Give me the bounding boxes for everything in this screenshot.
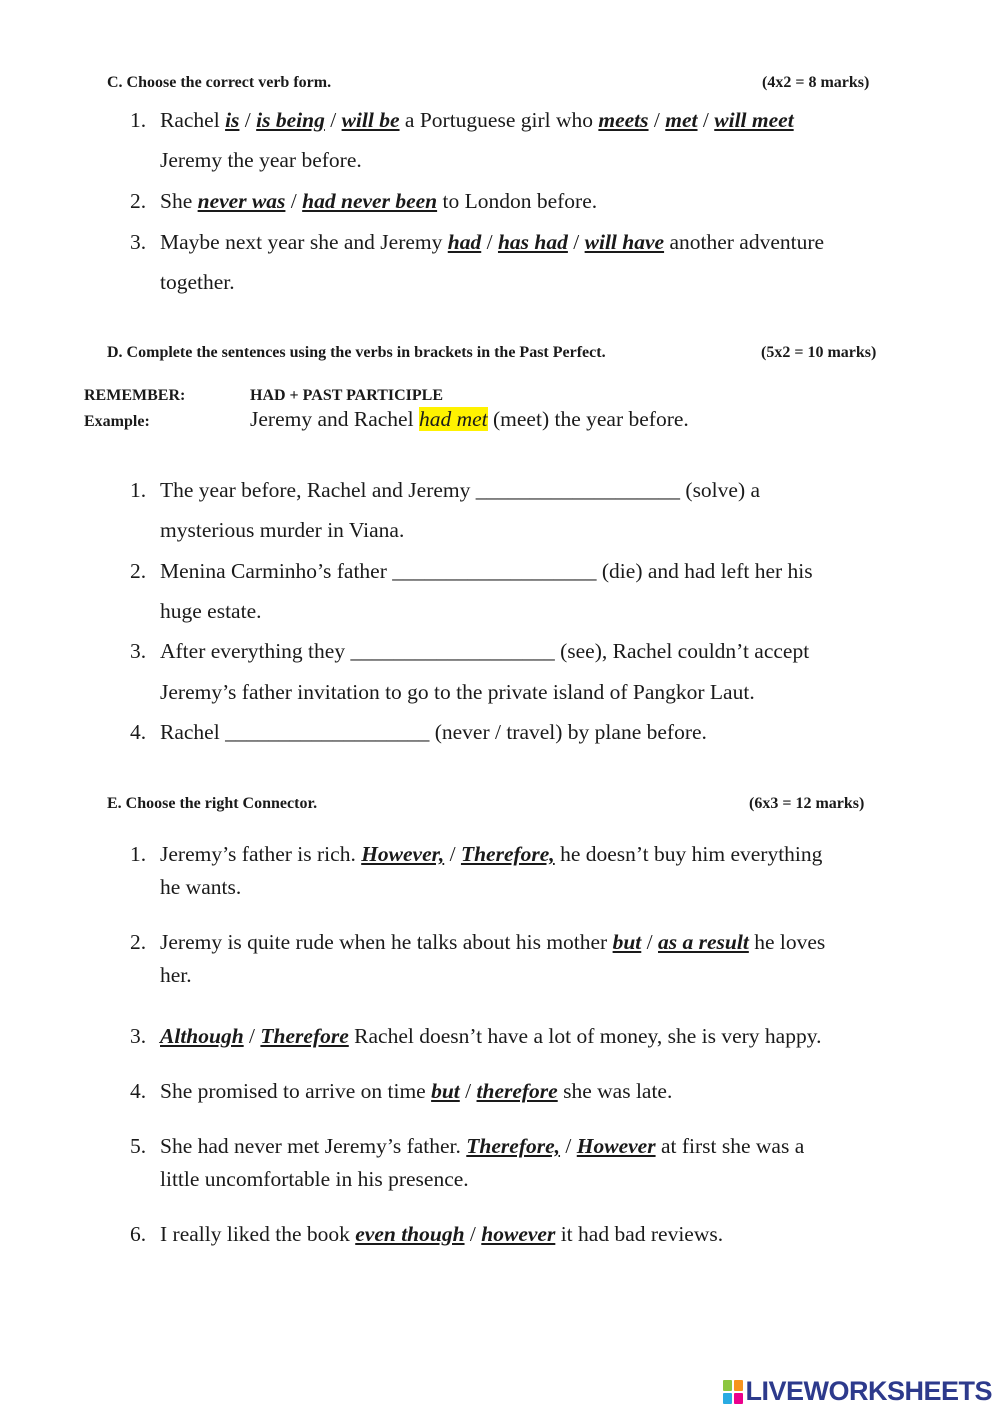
remember-text: HAD + PAST PARTICIPLE <box>250 387 444 404</box>
e-item-6: 6. I really liked the book even though / however it had bad reviews. <box>130 1222 724 1246</box>
item-number: 2. <box>130 930 147 954</box>
d-item-4: 4. Rachel ___________________ (never / travel) by plane before. <box>130 720 707 744</box>
choice-is-being[interactable]: is being <box>256 108 325 132</box>
choice-therefore[interactable]: Therefore, <box>460 842 555 866</box>
d-item-2-line-2: huge estate. <box>160 599 262 623</box>
d-item-1: 1. The year before, Rachel and Jeremy ___________________ (solve) a <box>130 478 761 502</box>
item-number: 6. <box>130 1222 147 1246</box>
item-number: 5. <box>130 1134 147 1158</box>
choice-had-never-been[interactable]: had never been <box>302 189 438 213</box>
choice-will-be[interactable]: will be <box>341 108 400 132</box>
section-d-marks: (5x2 = 10 marks) <box>761 344 877 361</box>
choice-is[interactable]: is <box>225 108 240 132</box>
logo-text: LIVEWORKSHEETS <box>745 1376 992 1406</box>
example-answer-highlight: had met <box>418 407 488 431</box>
item-number: 2. <box>130 189 147 213</box>
answer-blank-die[interactable]: ___________________ <box>392 559 597 583</box>
choice-but[interactable]: but <box>612 930 642 954</box>
answer-blank-see[interactable]: ___________________ <box>350 639 555 663</box>
e-item-1: 1. Jeremy’s father is rich. However, / Therefore, he doesn’t buy him everything <box>130 842 823 866</box>
logo-square <box>723 1393 732 1404</box>
answer-blank-solve[interactable]: ___________________ <box>475 478 681 502</box>
choice-will-have[interactable]: will have <box>584 230 665 254</box>
d-item-2: 2. Menina Carminho’s father ___________________ (die) and had left her his <box>130 559 813 583</box>
e-item-2-line-2: her. <box>160 963 192 987</box>
section-e-marks: (6x3 = 12 marks) <box>749 795 865 812</box>
logo-square <box>734 1380 743 1391</box>
liveworksheets-logo[interactable] <box>723 1376 992 1407</box>
example-label: Example: <box>84 413 150 430</box>
e-item-2: 2. Jeremy is quite rude when he talks about his mother but / as a result he loves <box>130 930 826 954</box>
choice-met[interactable]: met <box>665 108 698 132</box>
logo-square <box>734 1393 743 1404</box>
choice-however[interactable]: However, <box>361 842 445 866</box>
e-item-4: 4. She promised to arrive on time but / therefore she was late. <box>130 1079 673 1103</box>
choice-never-was[interactable]: never was <box>197 189 286 213</box>
item-number: 3. <box>130 230 147 254</box>
logo-square <box>723 1380 732 1391</box>
e-item-3: 3. Although / Therefore Rachel doesn’t have a lot of money, she is very happy. <box>130 1024 822 1048</box>
d-item-3-line-2: Jeremy’s father invitation to go to the private island of Pangkor Laut. <box>160 680 755 704</box>
section-c-heading: C. Choose the correct verb form. <box>107 74 332 91</box>
section-c-marks: (4x2 = 8 marks) <box>762 74 870 91</box>
item-number: 1. <box>130 108 147 132</box>
remember-label: REMEMBER: <box>84 387 186 404</box>
answer-blank-travel[interactable]: ___________________ <box>225 720 430 744</box>
choice-but[interactable]: but <box>431 1079 460 1103</box>
c-item-3: 3. Maybe next year she and Jeremy had / has had / will have another adventure <box>130 230 825 254</box>
c-item-3-line-2: together. <box>160 270 235 294</box>
example-sentence: Jeremy and Rachel had met (meet) the year before. <box>250 407 689 431</box>
choice-as-a-result[interactable]: as a result <box>658 930 749 954</box>
item-number: 1. <box>130 478 147 502</box>
item-number: 3. <box>130 639 147 663</box>
item-number: 4. <box>130 1079 147 1103</box>
e-item-5-line-2: little uncomfortable in his presence. <box>160 1167 469 1191</box>
choice-even-though[interactable]: even though <box>355 1222 465 1246</box>
c-item-2: 2. She never was / had never been to London before. <box>130 189 598 213</box>
choice-however[interactable]: However <box>576 1134 656 1158</box>
item-number: 2. <box>130 559 147 583</box>
section-e-heading: E. Choose the right Connector. <box>107 795 318 812</box>
choice-has-had[interactable]: has had <box>497 230 568 254</box>
choice-therefore[interactable]: therefore <box>476 1079 558 1103</box>
d-item-3: 3. After everything they ___________________ (see), Rachel couldn’t accept <box>130 639 810 663</box>
choice-therefore[interactable]: Therefore <box>260 1024 349 1048</box>
choice-will-meet[interactable]: will meet <box>714 108 794 132</box>
d-item-1-line-2: mysterious murder in Viana. <box>160 518 405 542</box>
item-number: 4. <box>130 720 147 744</box>
liveworksheets-logo-icon <box>723 1380 743 1404</box>
choice-had[interactable]: had <box>447 230 482 254</box>
e-item-5: 5. She had never met Jeremy’s father. Therefore, / However at first she was a <box>130 1134 805 1158</box>
section-d-heading: D. Complete the sentences using the verbs in brackets in the Past Perfect. <box>107 344 606 361</box>
c-item-1-line-2: Jeremy the year before. <box>160 148 362 172</box>
e-item-1-line-2: he wants. <box>160 875 242 899</box>
choice-however[interactable]: however <box>481 1222 556 1246</box>
item-number: 3. <box>130 1024 147 1048</box>
c-item-1: 1. Rachel is / is being / will be a Portuguese girl who meets / met / will meet <box>130 108 794 132</box>
choice-meets[interactable]: meets <box>598 108 649 132</box>
choice-although[interactable]: Although <box>160 1024 244 1048</box>
item-number: 1. <box>130 842 147 866</box>
choice-therefore[interactable]: Therefore, <box>466 1134 561 1158</box>
